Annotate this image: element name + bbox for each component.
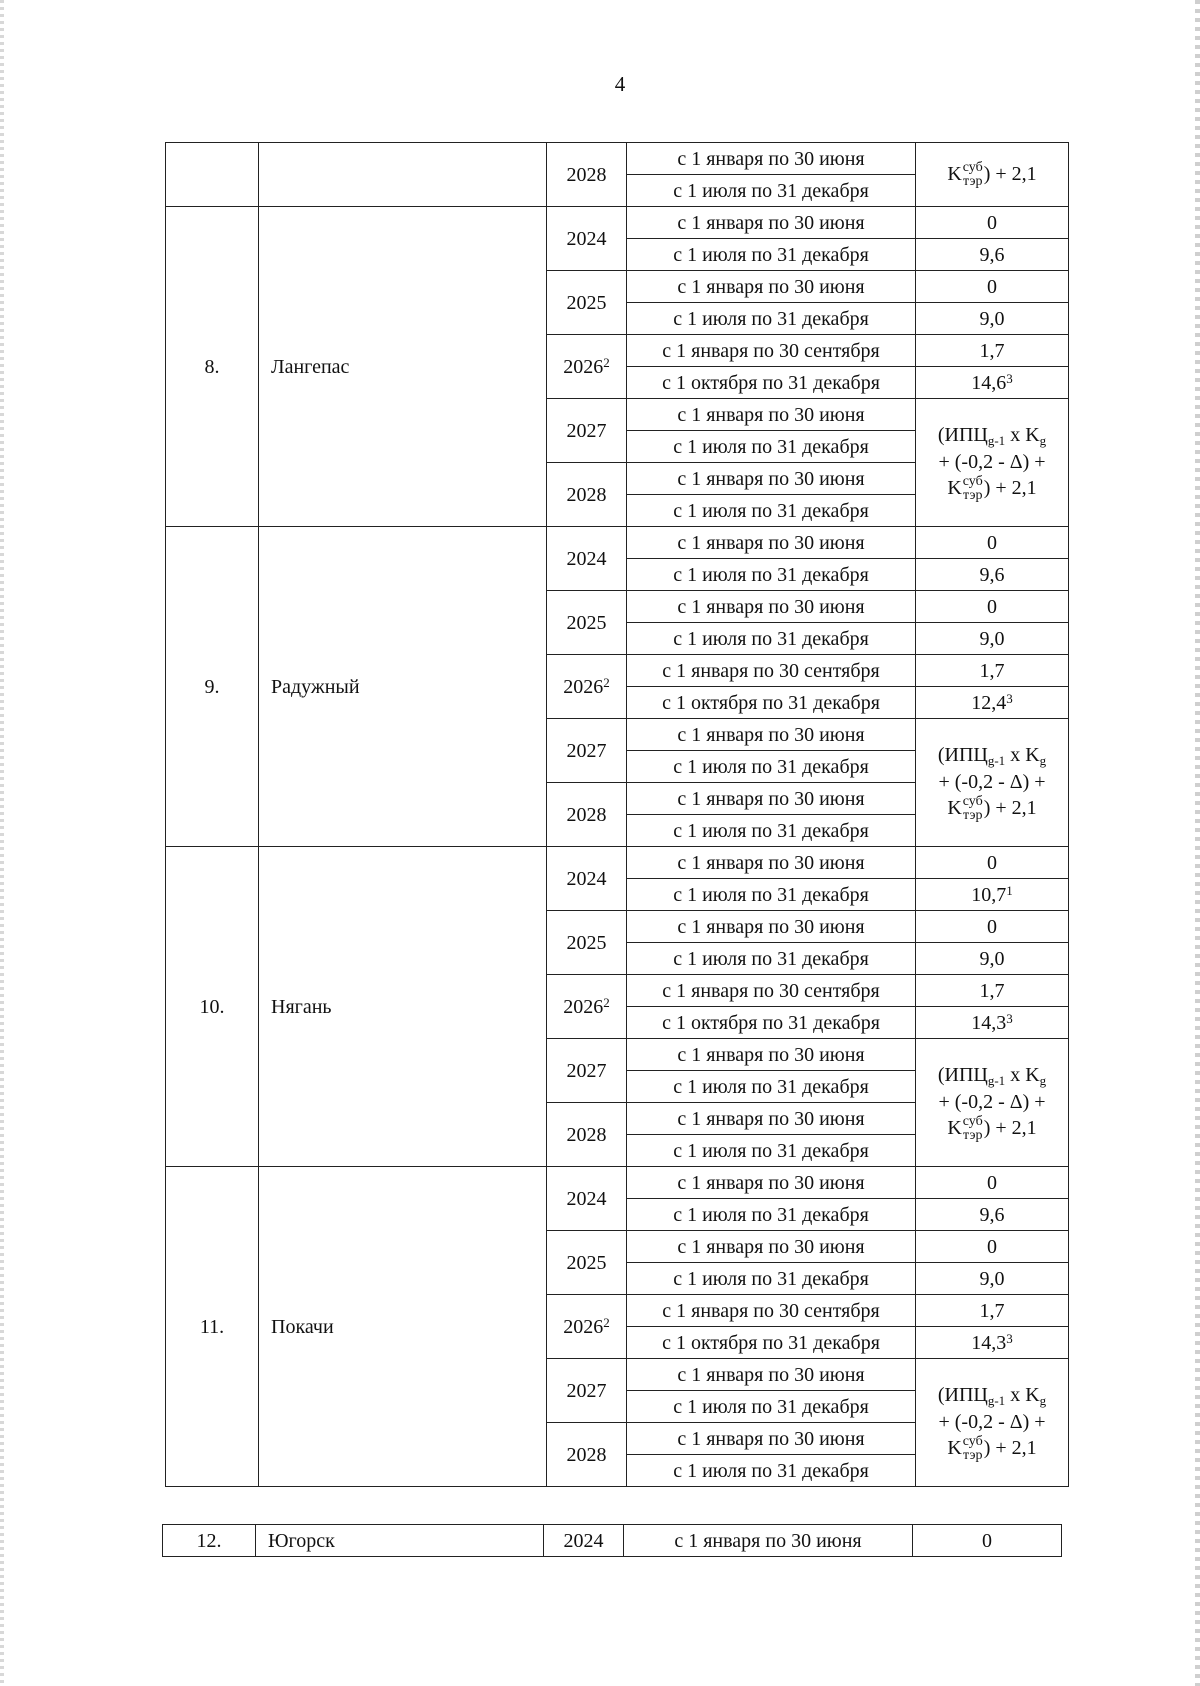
period-cell: с 1 января по 30 июня [627,271,916,303]
period-cell: с 1 января по 30 сентября [627,1295,916,1327]
formula-line1: ($ИПЦ_{g-1}$ x $K_g$ [937,424,1047,449]
value-cell: 1,7 [916,655,1069,687]
period-cell: с 1 июля по 31 декабря [627,1455,916,1487]
formula-tail: ) + 2,1 [983,796,1037,819]
formula-cell [916,1359,1069,1487]
formula-k-sub: тэр [963,807,983,823]
page-number: 4 [614,72,626,96]
period-cell: с 1 июля по 31 декабря [627,175,916,207]
formula-k-letter: K [947,162,962,185]
period-cell: с 1 июля по 31 декабря [627,943,916,975]
formula-line2: + (-0,2 - Δ) + [938,1090,1046,1113]
formula-cell [916,399,1069,527]
row-number: 11. [166,1167,259,1487]
year-cell: 2024 [544,1525,624,1557]
year-cell: 2025 [547,271,627,335]
formula-k-letter: K [947,1436,962,1459]
tariff-table-body [166,143,1069,1487]
year-cell: 2027 [547,399,627,463]
formula-line1: ($ИПЦ_{g-1}$ x $K_g$ [937,1064,1047,1089]
period-cell: с 1 января по 30 июня [627,463,916,495]
year-cell: 2028 [547,783,627,847]
table-row [166,143,1069,175]
period-cell: с 1 января по 30 сентября [627,655,916,687]
year-cell: 2028 [547,143,627,207]
year-cell: 2028 [547,1103,627,1167]
year-cell: 2027 [547,1039,627,1103]
year-cell: 2025 [547,911,627,975]
period-cell: с 1 октября по 31 декабря [627,1327,916,1359]
year-cell: 2026$^2$ [547,1295,627,1359]
period-cell: с 1 января по 30 июня [627,1423,916,1455]
period-cell: с 1 января по 30 июня [627,207,916,239]
footnote-mark: 3 [1006,690,1013,706]
footnote-mark: 2 [603,674,610,690]
year-cell: 2026$^2$ [547,335,627,399]
value-cell: 9,0 [916,623,1069,655]
value-cell: 9,0 [916,303,1069,335]
value-cell: 14,3$^3$ [916,1007,1069,1039]
formula-k-sup: суб [962,160,983,176]
period-cell: с 1 января по 30 июня [627,399,916,431]
formula-tail: ) + 2,1 [983,162,1037,185]
year-cell: 2024 [547,847,627,911]
formula-line2: + (-0,2 - Δ) + [938,1410,1046,1433]
period-cell: с 1 января по 30 июня [627,1359,916,1391]
table-cell-city [259,143,547,207]
formula-line2: + (-0,2 - Δ) + [938,770,1046,793]
value-cell: 9,0 [916,943,1069,975]
formula-line2: + (-0,2 - Δ) + [938,450,1046,473]
value-cell: 10,7$^1$ [916,879,1069,911]
row-number: 12. [163,1525,256,1557]
scan-edge-left [0,0,4,1686]
formula-k-letter: K [947,1116,962,1139]
value-cell: 0 [916,911,1069,943]
formula-k-sub: тэр [963,487,983,503]
period-cell: с 1 января по 30 июня [627,1103,916,1135]
value-cell: 0 [916,527,1069,559]
period-cell: с 1 июля по 31 декабря [627,1391,916,1423]
period-cell: с 1 января по 30 июня [627,1231,916,1263]
year-cell: 2024 [547,207,627,271]
value-cell: 0 [913,1525,1062,1557]
formula-tail: ) + 2,1 [983,1116,1037,1139]
value-cell: 0 [916,271,1069,303]
period-cell: с 1 октября по 31 декабря [627,1007,916,1039]
table-row [166,1167,1069,1199]
period-cell: с 1 июля по 31 декабря [627,239,916,271]
period-cell: с 1 июля по 31 декабря [627,303,916,335]
value-cell: 1,7 [916,975,1069,1007]
formula-tail: ) + 2,1 [983,1436,1037,1459]
tariff-table-tail [162,1524,1062,1557]
period-cell: с 1 октября по 31 декабря [627,367,916,399]
table-cell-num [166,143,259,207]
row-number: 10. [166,847,259,1167]
row-number: 8. [166,207,259,527]
year-cell: 2024 [547,1167,627,1231]
year-cell: 2028 [547,1423,627,1487]
period-cell: с 1 июля по 31 декабря [627,559,916,591]
value-cell: 9,6 [916,239,1069,271]
year-cell: 2026$^2$ [547,975,627,1039]
value-cell: 9,0 [916,1263,1069,1295]
formula-k-sub: тэр [963,1447,983,1463]
value-cell: 1,7 [916,1295,1069,1327]
table-row [166,847,1069,879]
formula-k-sup: суб [962,794,983,810]
period-cell: с 1 января по 30 сентября [627,335,916,367]
value-cell: 9,6 [916,1199,1069,1231]
period-cell: с 1 января по 30 июня [627,143,916,175]
period-cell: с 1 июля по 31 декабря [627,623,916,655]
footnote-mark: 2 [603,354,610,370]
year-cell: 2028 [547,463,627,527]
footnote-mark: 3 [1006,1330,1013,1346]
period-cell: с 1 июля по 31 декабря [627,431,916,463]
year-cell: 2025 [547,591,627,655]
period-cell: с 1 января по 30 июня [627,847,916,879]
row-number: 9. [166,527,259,847]
value-cell: 1,7 [916,335,1069,367]
period-cell: с 1 января по 30 июня [627,591,916,623]
period-cell: с 1 октября по 31 декабря [627,687,916,719]
period-cell: с 1 января по 30 сентября [627,975,916,1007]
city-name: Покачи [259,1167,547,1487]
value-cell: 0 [916,847,1069,879]
table-row [166,527,1069,559]
period-cell: с 1 июля по 31 декабря [627,1135,916,1167]
footnote-mark: 1 [1006,882,1013,898]
footnote-mark: 3 [1006,370,1013,386]
year-cell: 2026$^2$ [547,655,627,719]
period-cell: с 1 июля по 31 декабря [627,751,916,783]
value-cell: 14,6$^3$ [916,367,1069,399]
value-cell: 12,4$^3$ [916,687,1069,719]
city-name: Радужный [259,527,547,847]
value-cell: 0 [916,207,1069,239]
period-cell: с 1 января по 30 июня [627,1167,916,1199]
year-cell: 2024 [547,527,627,591]
formula-k-sub: тэр [963,173,983,189]
value-cell: 9,6 [916,559,1069,591]
footnote-mark: 2 [603,994,610,1010]
city-name: Лангепас [259,207,547,527]
value-cell: 0 [916,1231,1069,1263]
formula-k-sub: тэр [963,1127,983,1143]
period-cell: с 1 июля по 31 декабря [627,1263,916,1295]
formula-line1: ($ИПЦ_{g-1}$ x $K_g$ [937,744,1047,769]
formula-k-sup: суб [962,1434,983,1450]
year-cell: 2025 [547,1231,627,1295]
formula-k-sup: суб [962,1114,983,1130]
formula-tail: ) + 2,1 [983,476,1037,499]
year-cell: 2027 [547,719,627,783]
formula-line1: ($ИПЦ_{g-1}$ x $K_g$ [937,1384,1047,1409]
formula-cell-partial [916,143,1069,207]
period-cell: с 1 января по 30 июня [627,783,916,815]
formula-k-letter: K [947,796,962,819]
value-cell: 0 [916,591,1069,623]
period-cell: с 1 июля по 31 декабря [627,1071,916,1103]
period-cell: с 1 января по 30 июня [627,1039,916,1071]
formula-k-letter: K [947,476,962,499]
tariff-table [165,142,1069,1487]
value-cell: 14,3$^3$ [916,1327,1069,1359]
period-cell: с 1 января по 30 июня [627,719,916,751]
period-cell: с 1 июля по 31 декабря [627,879,916,911]
table-row [166,207,1069,239]
formula-cell [916,719,1069,847]
period-cell: с 1 июля по 31 декабря [627,495,916,527]
period-cell: с 1 января по 30 июня [624,1525,913,1557]
formula-cell [916,1039,1069,1167]
period-cell: с 1 января по 30 июня [627,527,916,559]
city-name: Югорск [256,1525,544,1557]
scan-edge-right [1195,0,1200,1686]
period-cell: с 1 июля по 31 декабря [627,1199,916,1231]
footnote-mark: 2 [603,1314,610,1330]
footnote-mark: 3 [1006,1010,1013,1026]
city-name: Нягань [259,847,547,1167]
formula-k-sup: суб [962,474,983,490]
year-cell: 2027 [547,1359,627,1423]
period-cell: с 1 января по 30 июня [627,911,916,943]
value-cell: 0 [916,1167,1069,1199]
table-row [163,1525,1062,1557]
period-cell: с 1 июля по 31 декабря [627,815,916,847]
